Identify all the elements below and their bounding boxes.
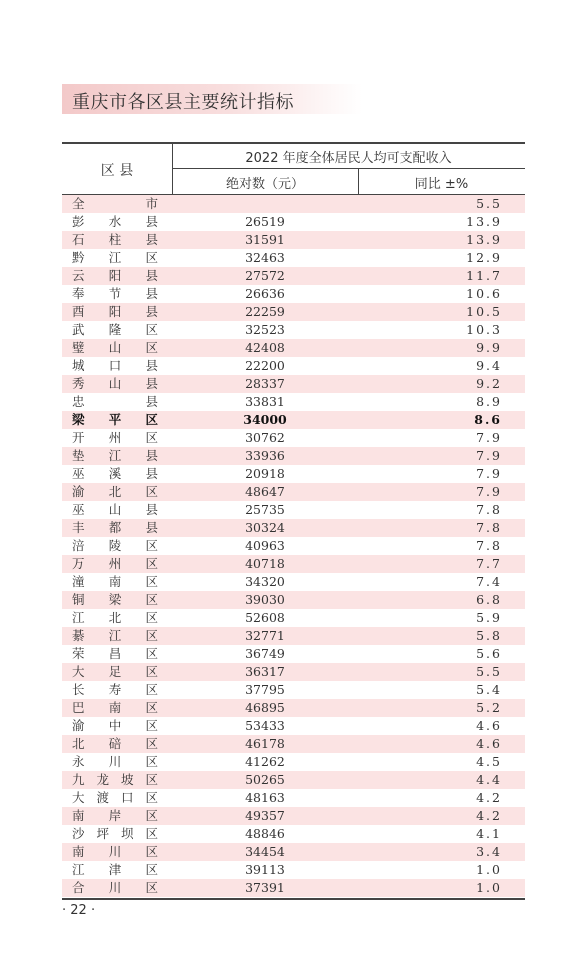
region-name: 巫 山 县 — [72, 502, 158, 517]
region-name: 长 寿 区 — [72, 682, 158, 697]
income-absolute: 33831 — [245, 394, 285, 409]
income-absolute: 36749 — [245, 646, 285, 661]
table-row — [62, 375, 525, 393]
income-growth: 13.9 — [466, 232, 502, 247]
income-growth: 7.8 — [476, 538, 502, 553]
page-number: · 22 · — [62, 903, 96, 918]
income-growth: 9.9 — [476, 340, 502, 355]
region-name: 荣 昌 区 — [72, 646, 158, 661]
income-absolute: 48846 — [245, 826, 285, 841]
income-absolute: 46178 — [245, 736, 285, 751]
income-absolute: 39113 — [245, 862, 285, 877]
table-bottom-rule — [62, 898, 525, 900]
income-absolute: 32523 — [245, 322, 285, 337]
table-row — [62, 627, 525, 645]
income-absolute: 39030 — [245, 592, 285, 607]
region-name: 武 隆 区 — [72, 322, 158, 337]
income-growth: 4.2 — [476, 808, 502, 823]
income-growth: 9.2 — [476, 376, 502, 391]
region-name: 璧 山 区 — [72, 340, 158, 355]
page-title: 重庆市各区县主要统计指标 — [72, 92, 294, 113]
table-row — [62, 699, 525, 717]
table-row — [62, 465, 525, 483]
table-row — [62, 195, 525, 213]
table-row — [62, 393, 525, 411]
income-growth: 5.8 — [476, 628, 502, 643]
income-growth: 4.5 — [476, 754, 502, 769]
income-growth: 4.6 — [476, 736, 502, 751]
income-absolute: 41262 — [245, 754, 285, 769]
region-name: 石 柱 县 — [72, 232, 158, 247]
region-name: 铜 梁 区 — [72, 592, 158, 607]
region-name: 合 川 区 — [72, 880, 158, 895]
income-growth: 13.9 — [466, 214, 502, 229]
region-name: 城 口 县 — [72, 358, 158, 373]
income-growth: 8.6 — [474, 412, 502, 427]
header-income-group: 2022 年度全体居民人均可支配收入 — [245, 151, 452, 166]
table-row — [62, 303, 525, 321]
income-growth: 7.7 — [476, 556, 502, 571]
region-name: 沙 坪 坝 区 — [72, 826, 158, 841]
region-name: 巫 溪 县 — [72, 466, 158, 481]
table-body — [62, 195, 525, 897]
table-row — [62, 249, 525, 267]
header-region: 区 县 — [100, 163, 134, 179]
income-growth: 8.9 — [476, 394, 502, 409]
income-growth: 1.0 — [476, 880, 502, 895]
income-absolute: 26636 — [245, 286, 285, 301]
region-name: 丰 都 县 — [72, 520, 158, 535]
table-row — [62, 537, 525, 555]
income-growth: 11.7 — [466, 268, 502, 283]
income-growth: 7.8 — [476, 520, 502, 535]
table-row — [62, 411, 525, 429]
table-row — [62, 807, 525, 825]
income-growth: 10.5 — [466, 304, 502, 319]
income-absolute: 22200 — [245, 358, 285, 373]
income-absolute: 30324 — [245, 520, 285, 535]
table-row — [62, 519, 525, 537]
income-growth: 9.4 — [476, 358, 502, 373]
region-name: 垫 江 县 — [72, 448, 158, 463]
region-name: 江 津 区 — [72, 862, 158, 877]
income-absolute: 32771 — [245, 628, 285, 643]
table-row — [62, 357, 525, 375]
income-growth: 6.8 — [476, 592, 502, 607]
income-growth: 4.4 — [476, 772, 502, 787]
income-growth: 3.4 — [476, 844, 502, 859]
income-growth: 7.9 — [476, 466, 502, 481]
table-row — [62, 339, 525, 357]
table-row — [62, 501, 525, 519]
table-row — [62, 663, 525, 681]
region-name: 全 市 — [72, 196, 158, 211]
region-name: 酉 阳 县 — [72, 304, 158, 319]
income-absolute: 25735 — [245, 502, 285, 517]
table-row — [62, 267, 525, 285]
header-growth: 同比 ±% — [414, 177, 469, 192]
region-name: 南 川 区 — [72, 844, 158, 859]
table-row — [62, 681, 525, 699]
region-name: 万 州 区 — [72, 556, 158, 571]
income-absolute: 36317 — [245, 664, 285, 679]
income-absolute: 33936 — [245, 448, 285, 463]
income-absolute: 34000 — [243, 412, 287, 427]
header-absolute: 绝对数（元） — [225, 177, 304, 192]
table-row — [62, 213, 525, 231]
income-absolute: 34320 — [245, 574, 285, 589]
income-growth: 7.9 — [476, 430, 502, 445]
income-absolute: 31591 — [245, 232, 285, 247]
income-growth: 4.6 — [476, 718, 502, 733]
income-growth: 5.9 — [476, 610, 502, 625]
table-row — [62, 447, 525, 465]
income-absolute: 49357 — [245, 808, 285, 823]
income-absolute: 30762 — [245, 430, 285, 445]
region-name: 渝 北 区 — [72, 484, 158, 499]
income-absolute: 52608 — [245, 610, 285, 625]
table-row — [62, 429, 525, 447]
income-absolute: 28337 — [245, 376, 285, 391]
income-absolute: 50265 — [245, 772, 285, 787]
region-name: 云 阳 县 — [72, 268, 158, 283]
table-row — [62, 789, 525, 807]
income-absolute: 40718 — [245, 556, 285, 571]
income-growth: 4.2 — [476, 790, 502, 805]
table-row — [62, 843, 525, 861]
table-row — [62, 285, 525, 303]
region-name: 潼 南 区 — [72, 574, 158, 589]
income-absolute: 26519 — [245, 214, 285, 229]
income-absolute: 22259 — [245, 304, 285, 319]
region-name: 黔 江 区 — [72, 250, 158, 265]
table-row — [62, 825, 525, 843]
income-absolute: 34454 — [245, 844, 285, 859]
table-row — [62, 717, 525, 735]
table-row — [62, 771, 525, 789]
income-growth: 5.6 — [476, 646, 502, 661]
income-absolute: 53433 — [245, 718, 285, 733]
table-row — [62, 321, 525, 339]
income-absolute: 48647 — [245, 484, 285, 499]
income-absolute: 27572 — [245, 268, 285, 283]
table-row — [62, 753, 525, 771]
income-absolute: 40963 — [245, 538, 285, 553]
income-absolute: 20918 — [245, 466, 285, 481]
income-growth: 7.4 — [476, 574, 502, 589]
table-row — [62, 861, 525, 879]
income-absolute: 42408 — [245, 340, 285, 355]
region-name: 奉 节 县 — [72, 286, 158, 301]
table-row — [62, 645, 525, 663]
income-absolute: 37391 — [245, 880, 285, 895]
region-name: 九 龙 坡 区 — [72, 772, 158, 787]
region-name: 渝 中 区 — [72, 718, 158, 733]
region-name: 梁 平 区 — [72, 412, 158, 427]
region-name: 江 北 区 — [72, 610, 158, 625]
region-name: 北 碚 区 — [72, 736, 158, 751]
table-row — [62, 483, 525, 501]
table-row — [62, 591, 525, 609]
region-name: 大 足 区 — [72, 664, 158, 679]
income-growth: 7.9 — [476, 448, 502, 463]
table-row — [62, 555, 525, 573]
income-growth: 5.5 — [476, 664, 502, 679]
income-growth: 5.4 — [476, 682, 502, 697]
table-row — [62, 573, 525, 591]
income-growth: 5.5 — [476, 196, 502, 211]
income-absolute: 48163 — [245, 790, 285, 805]
table-row — [62, 879, 525, 897]
income-growth: 1.0 — [476, 862, 502, 877]
table-top-rule — [62, 142, 525, 144]
income-absolute: 37795 — [245, 682, 285, 697]
region-name: 秀 山 县 — [72, 376, 158, 391]
income-growth: 12.9 — [466, 250, 502, 265]
region-name: 巴 南 区 — [72, 700, 158, 715]
income-growth: 10.6 — [466, 286, 502, 301]
income-growth: 10.3 — [466, 322, 502, 337]
income-growth: 7.9 — [476, 484, 502, 499]
region-name: 彭 水 县 — [72, 214, 158, 229]
region-name: 南 岸 区 — [72, 808, 158, 823]
income-absolute: 46895 — [245, 700, 285, 715]
income-growth: 5.2 — [476, 700, 502, 715]
header-group-rule — [172, 168, 525, 169]
region-name: 涪 陵 区 — [72, 538, 158, 553]
table-row — [62, 231, 525, 249]
region-name: 开 州 区 — [72, 430, 158, 445]
region-name: 綦 江 区 — [72, 628, 158, 643]
income-growth: 7.8 — [476, 502, 502, 517]
region-name: 永 川 区 — [72, 754, 158, 769]
income-absolute: 32463 — [245, 250, 285, 265]
region-name: 忠 县 — [72, 394, 158, 409]
region-name: 大 渡 口 区 — [72, 790, 158, 805]
table-row — [62, 609, 525, 627]
income-growth: 4.1 — [476, 826, 502, 841]
table-row — [62, 735, 525, 753]
